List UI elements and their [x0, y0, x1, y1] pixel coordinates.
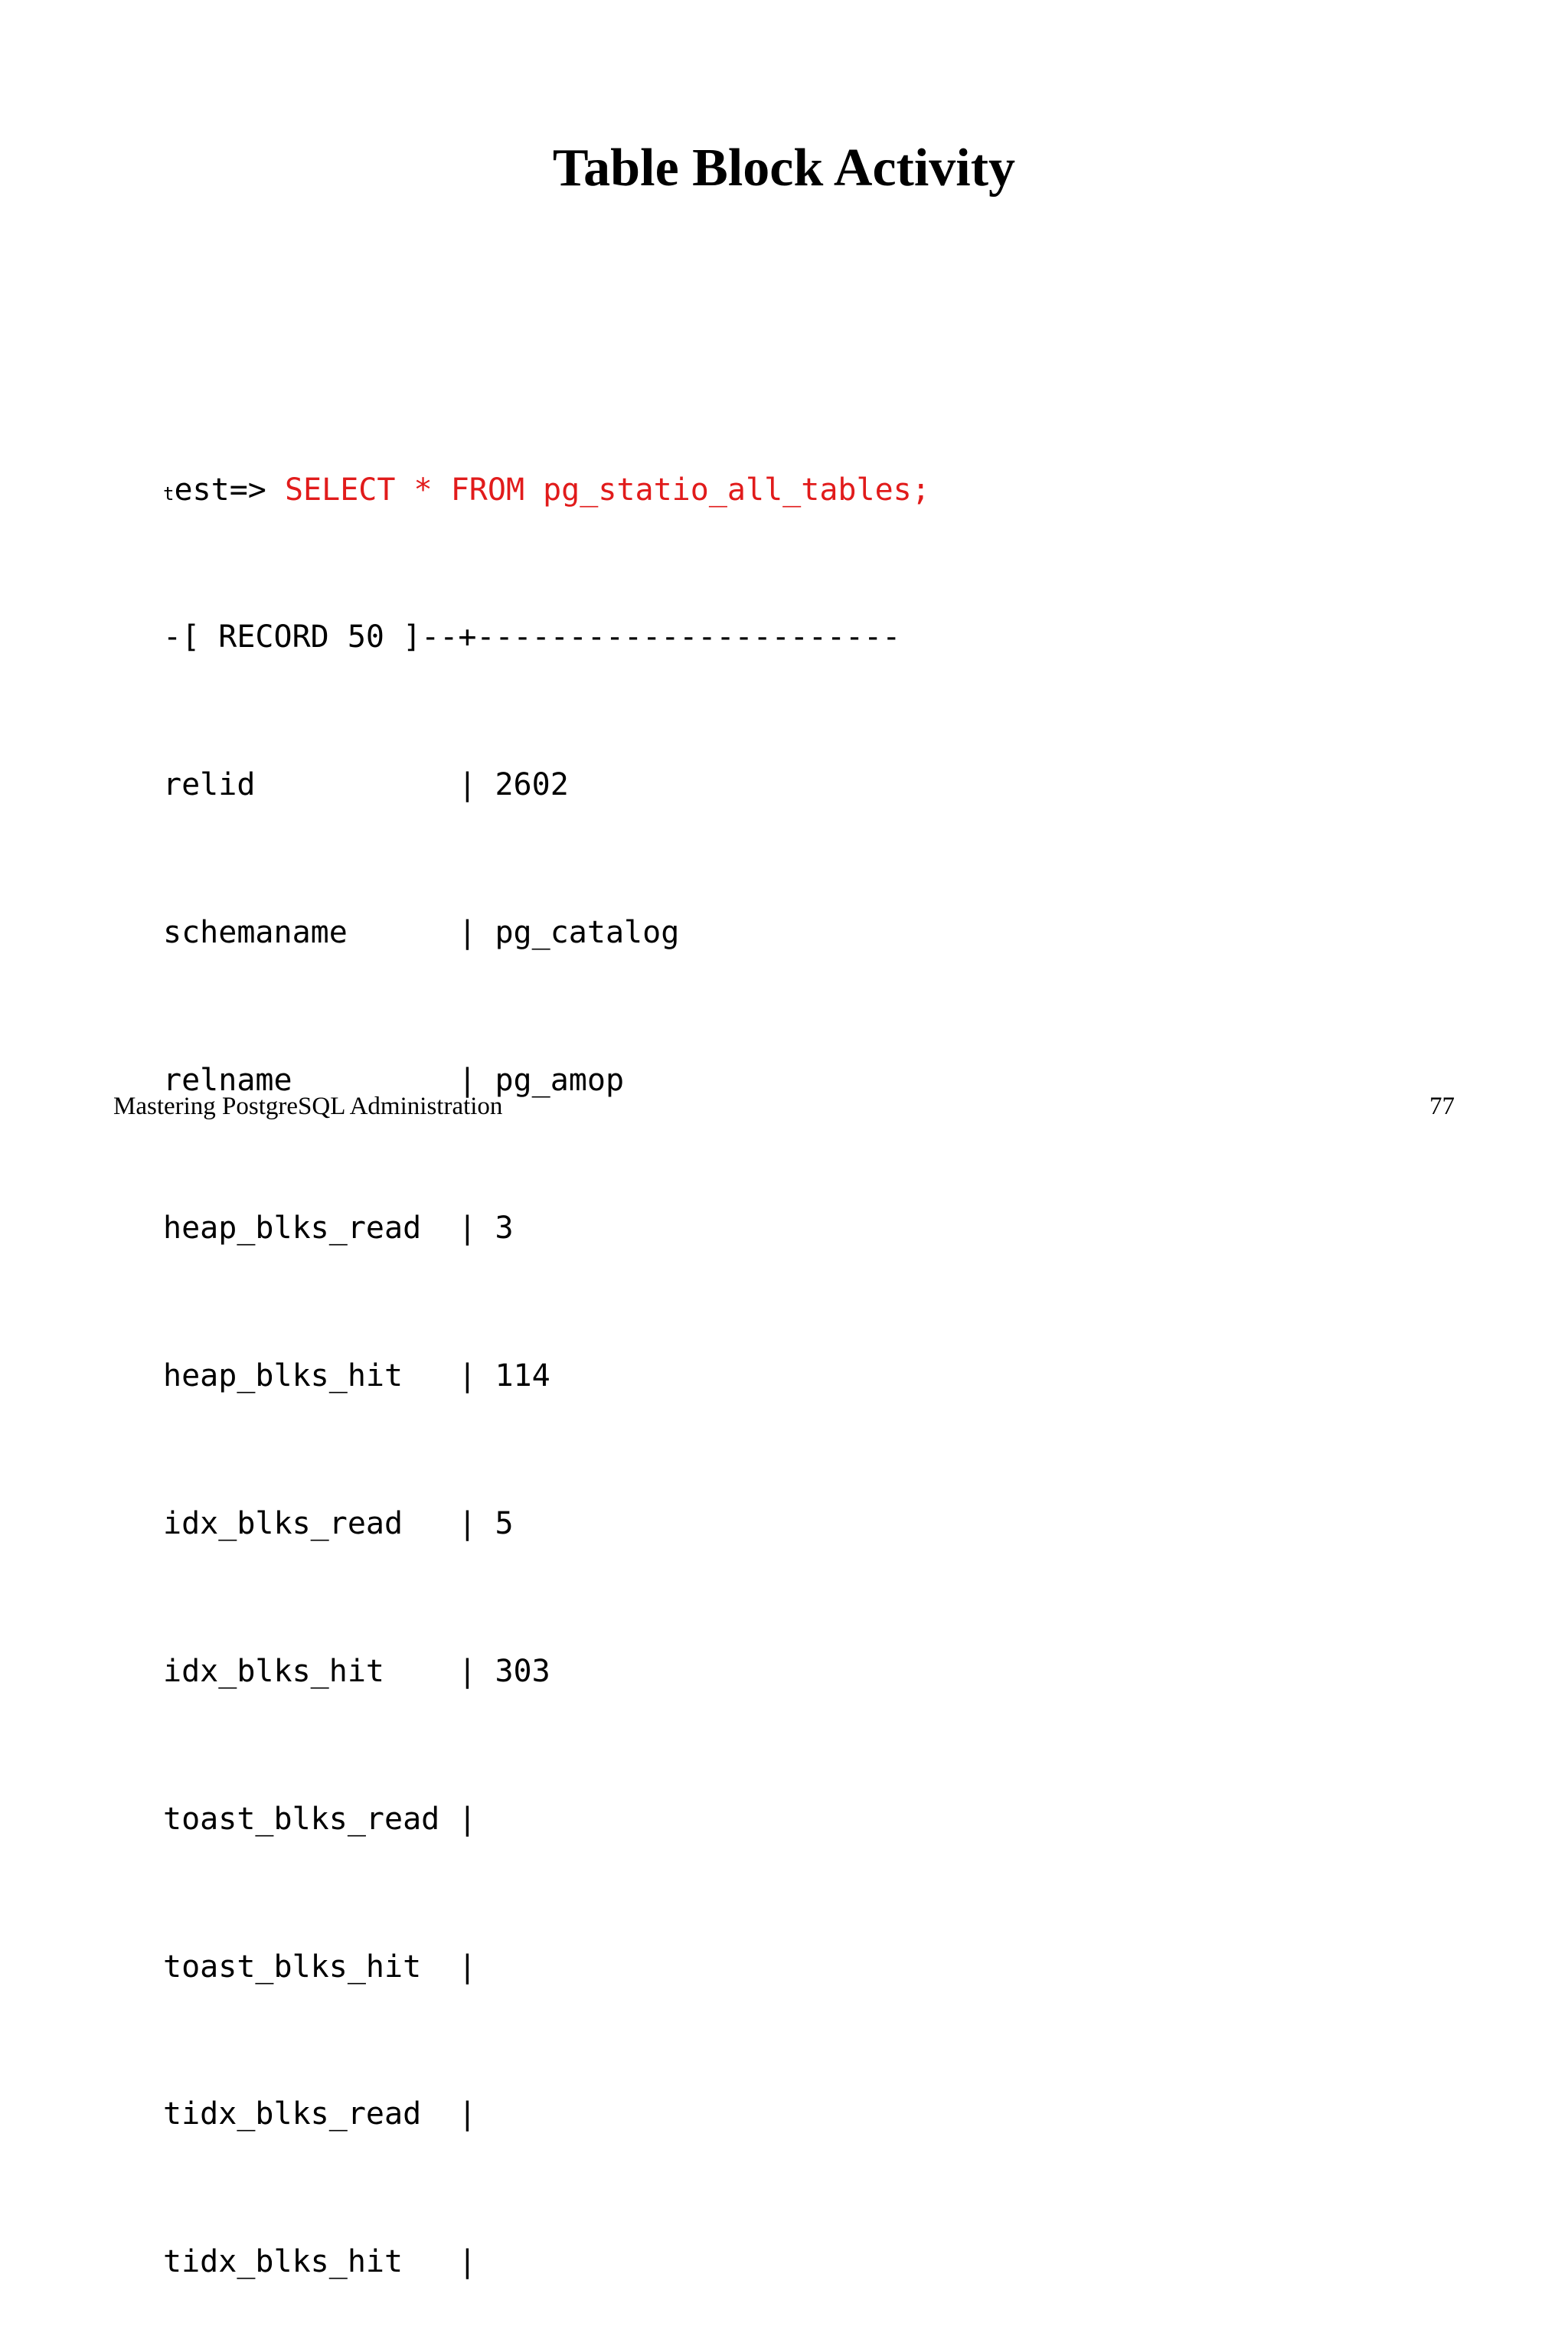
footer-title: Mastering PostgreSQL Administration	[113, 1093, 503, 1120]
prompt: est=>	[174, 472, 285, 508]
record-row-idx-blks-read: idx_blks_read | 5	[163, 1505, 514, 1541]
command-line	[163, 466, 930, 515]
record-row-toast-blks-read: toast_blks_read |	[163, 1801, 477, 1837]
record-row-heap-blks-hit: heap_blks_hit | 114	[163, 1357, 550, 1393]
slide-title: Table Block Activity	[552, 139, 1016, 198]
record-row-relid: relid | 2602	[163, 767, 569, 803]
record-row-schemaname: schemaname | pg_catalog	[163, 915, 680, 951]
record-row-tidx-blks-hit: tidx_blks_hit |	[163, 2244, 477, 2280]
sql-query: SELECT * FROM pg_statio_all_tables;	[284, 472, 930, 508]
record-row-toast-blks-hit: toast_blks_hit |	[163, 1949, 477, 1985]
record-row-heap-blks-read: heap_blks_read | 3	[163, 1210, 514, 1246]
page-number: 77	[1429, 1093, 1455, 1120]
psql-output	[163, 367, 930, 2336]
record-header: -[ RECORD 50 ]--+-----------------------	[163, 619, 901, 655]
record-row-tidx-blks-read: tidx_blks_read |	[163, 2096, 477, 2132]
record-row-relname: relname | pg_amop	[163, 1063, 625, 1099]
record-row-idx-blks-hit: idx_blks_hit | 303	[163, 1653, 550, 1689]
prompt-first-char: t	[163, 482, 175, 505]
